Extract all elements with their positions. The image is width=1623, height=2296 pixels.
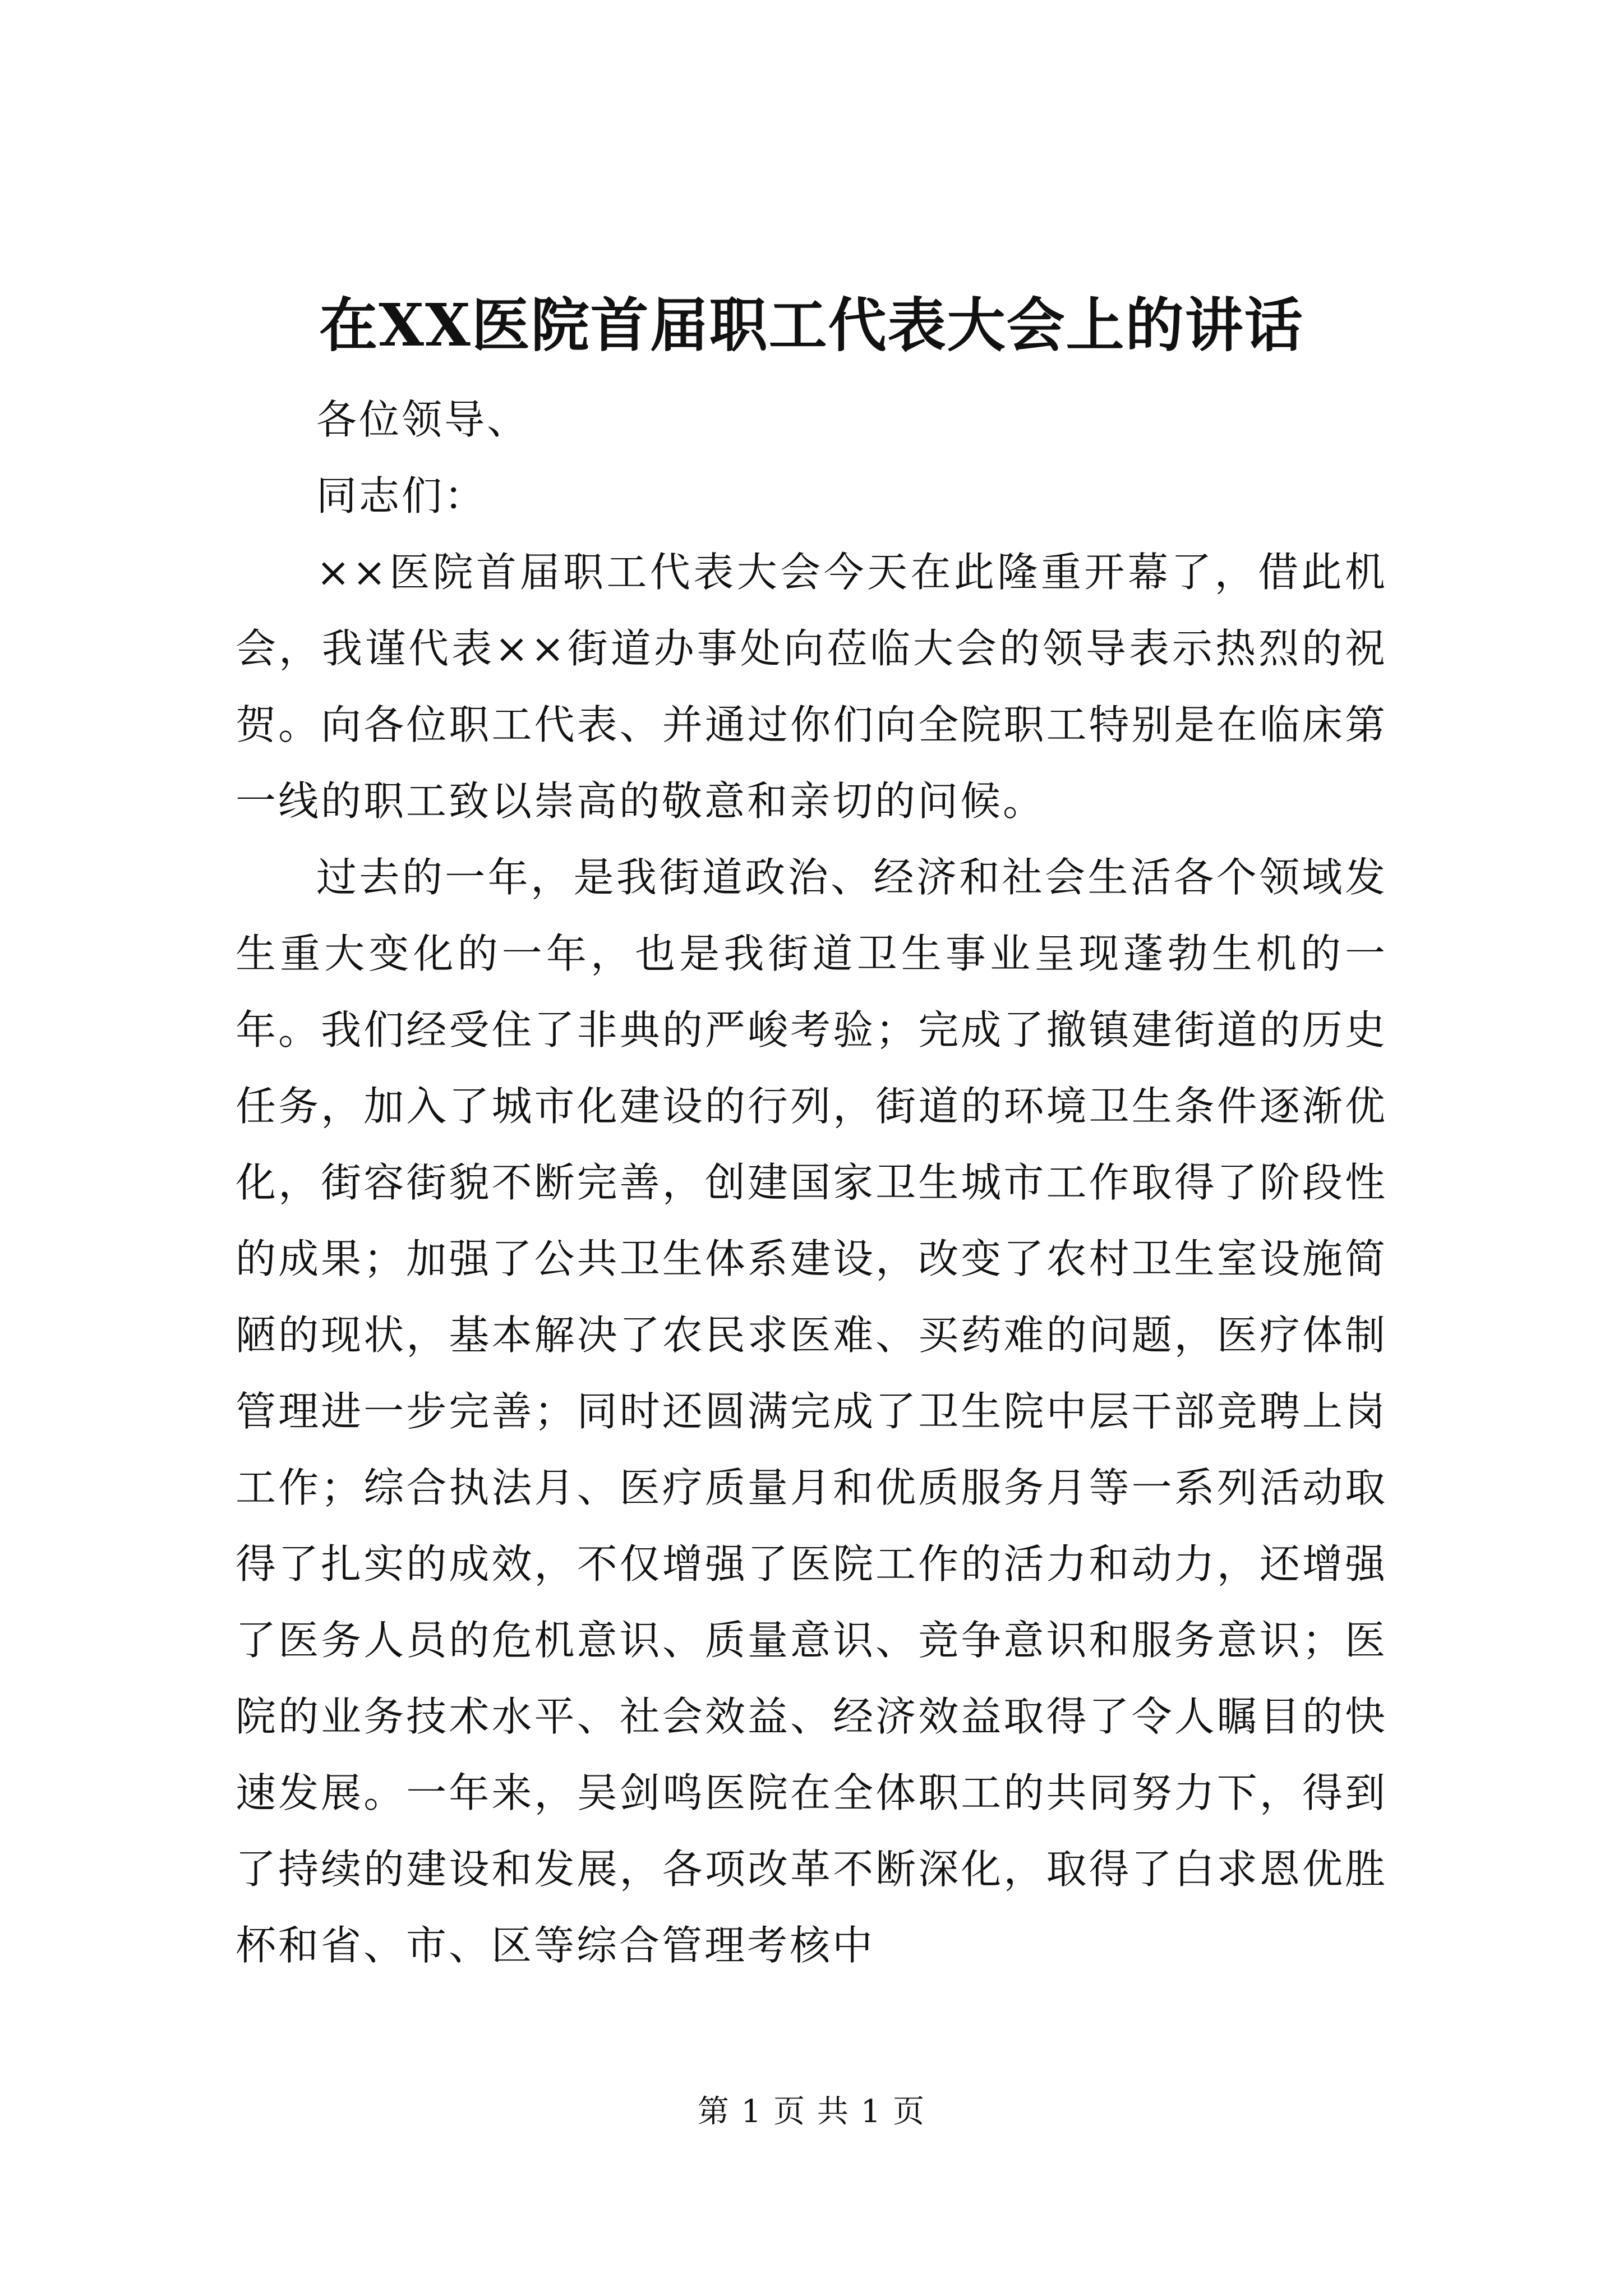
document-title: 在XX医院首届职工代表大会上的讲话 [319, 291, 1304, 360]
document-body [236, 381, 1387, 1984]
salutation-comrades: 同志们： [316, 472, 487, 519]
paragraph-review: 过去的一年，是我街道政治、经济和社会生活各个领域发生重大变化的一年，也是我街道卫生事业呈现蓬勃生机的一年。我们经受住了非典的严峻考验；完成了撤镇建街道的历史任务，加入了城市化建设的行列，街道的环境卫生条件逐渐优化，街容街貌不断完善，创建国家卫生城市工作取得了阶段性的成果；加强了公共卫生体系建设，改变了农村卫生室设施简陋的现状，基本解决了农民求医难、买药难的问题，医疗体制管理进一步完善；同时还圆满完成了卫生院中层干部竞聘上岗工作；综合执法月、医疗质量月和优质服务月等一系列活动取得了扎实的成效，不仅增强了医院工作的活力和动力，还增强了医务人员的危机意识、质量意识、竞争意识和服务意识；医院的业务技术水平、社会效益、经济效益取得了令人瞩目的快速发展。一年来，吴剑鸣医院在全体职工的共同努力下，得到了持续的建设和发展，各项改革不断深化，取得了白求恩优胜杯和省、市、区等综合管理考核中 [236, 854, 1387, 1969]
paragraph-opening: ××医院首届职工代表大会今天在此隆重开幕了，借此机会，我谨代表××街道办事处向莅临大会的领导表示热烈的祝贺。向各位职工代表、并通过你们向全院职工特别是在临床第一线的职工致以崇高的敬意和亲切的问候。 [236, 549, 1387, 825]
salutation-leaders: 各位领导、 [316, 396, 530, 443]
page-number-footer: 第 1 页 共 1 页 [697, 2093, 926, 2130]
